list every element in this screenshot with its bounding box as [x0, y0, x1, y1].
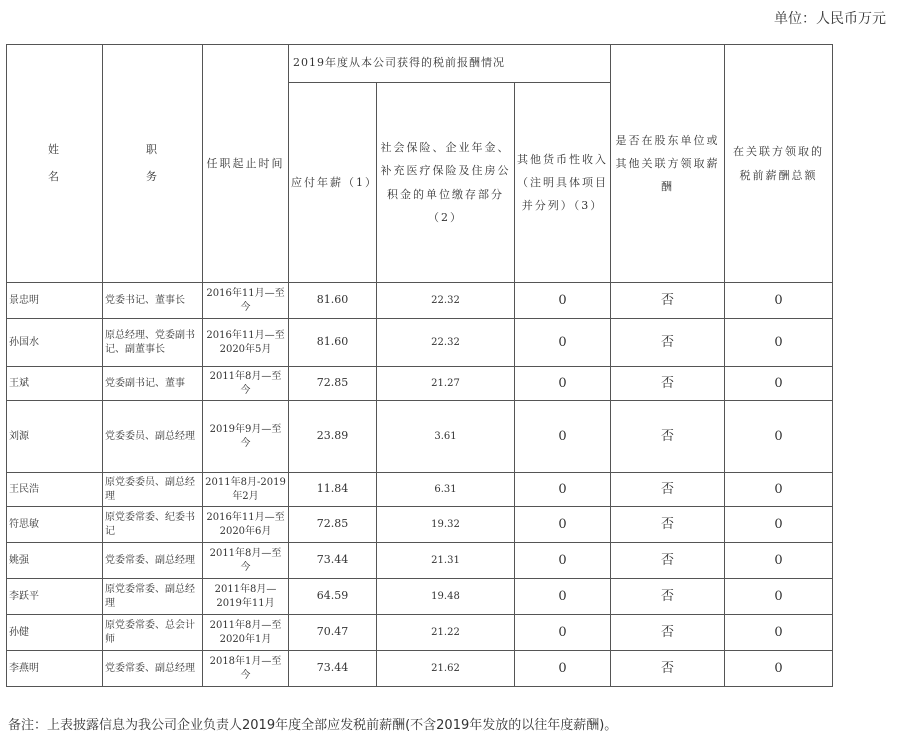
- cell-insurance: 19.48: [377, 579, 515, 615]
- cell-term: 2011年8月-2019年2月: [203, 473, 289, 507]
- cell-insurance: 22.32: [377, 319, 515, 367]
- cell-related: 否: [611, 401, 725, 473]
- cell-other: 0: [515, 283, 611, 319]
- cell-name: 姚强: [7, 543, 103, 579]
- cell-related: 否: [611, 579, 725, 615]
- cell-related: 否: [611, 507, 725, 543]
- cell-related: 否: [611, 319, 725, 367]
- cell-other: 0: [515, 319, 611, 367]
- cell-related-total: 0: [725, 615, 833, 651]
- cell-salary: 72.85: [289, 367, 377, 401]
- cell-position: 原总经理、党委副书记、副董事长: [103, 319, 203, 367]
- cell-name: 王斌: [7, 367, 103, 401]
- cell-term: 2016年11月—至2020年5月: [203, 319, 289, 367]
- cell-salary: 23.89: [289, 401, 377, 473]
- cell-salary: 73.44: [289, 543, 377, 579]
- cell-other: 0: [515, 651, 611, 687]
- cell-salary: 11.84: [289, 473, 377, 507]
- header-row-top: [7, 45, 833, 83]
- cell-position: 党委副书记、董事: [103, 367, 203, 401]
- cell-salary: 70.47: [289, 615, 377, 651]
- cell-salary: 81.60: [289, 283, 377, 319]
- cell-related-total: 0: [725, 319, 833, 367]
- cell-name: 景忠明: [7, 283, 103, 319]
- cell-related: 否: [611, 543, 725, 579]
- cell-insurance: 21.22: [377, 615, 515, 651]
- cell-related-total: 0: [725, 543, 833, 579]
- header-related-total: 在关联方领取的税前薪酬总额: [725, 45, 833, 283]
- table-row: [7, 473, 833, 507]
- table-row: [7, 579, 833, 615]
- table-row: [7, 651, 833, 687]
- header-insurance: 社会保险、企业年金、补充医疗保险及住房公积金的单位缴存部分（2）: [377, 83, 515, 283]
- table-row: [7, 615, 833, 651]
- cell-position: 党委书记、董事长: [103, 283, 203, 319]
- cell-name: 符思敏: [7, 507, 103, 543]
- cell-position: 原党委常委、纪委书记: [103, 507, 203, 543]
- header-other: 其他货币性收入（注明具体项目并分列）（3）: [515, 83, 611, 283]
- cell-position: 原党委常委、副总经理: [103, 579, 203, 615]
- cell-related-total: 0: [725, 507, 833, 543]
- table-row: [7, 543, 833, 579]
- cell-other: 0: [515, 615, 611, 651]
- header-name: 姓名: [7, 45, 103, 283]
- cell-name: 孙国水: [7, 319, 103, 367]
- cell-salary: 81.60: [289, 319, 377, 367]
- cell-related: 否: [611, 367, 725, 401]
- cell-term: 2011年8月—2019年11月: [203, 579, 289, 615]
- cell-name: 孙健: [7, 615, 103, 651]
- cell-name: 李跃平: [7, 579, 103, 615]
- cell-insurance: 21.27: [377, 367, 515, 401]
- table-row: [7, 319, 833, 367]
- cell-insurance: 3.61: [377, 401, 515, 473]
- cell-position: 党委常委、副总经理: [103, 543, 203, 579]
- header-group: 2019年度从本公司获得的税前报酬情况: [289, 45, 611, 83]
- cell-other: 0: [515, 367, 611, 401]
- cell-other: 0: [515, 579, 611, 615]
- cell-related: 否: [611, 651, 725, 687]
- cell-term: 2016年11月—至2020年6月: [203, 507, 289, 543]
- cell-position: 党委委员、副总经理: [103, 401, 203, 473]
- header-term: 任职起止时间: [203, 45, 289, 283]
- cell-salary: 73.44: [289, 651, 377, 687]
- cell-related-total: 0: [725, 473, 833, 507]
- unit-label: 单位：人民币万元: [774, 11, 886, 27]
- cell-position: 原党委委员、副总经理: [103, 473, 203, 507]
- table-row: [7, 401, 833, 473]
- cell-related: 否: [611, 283, 725, 319]
- cell-insurance: 19.32: [377, 507, 515, 543]
- header-related: 是否在股东单位或其他关联方领取薪酬: [611, 45, 725, 283]
- cell-term: 2018年1月—至今: [203, 651, 289, 687]
- cell-other: 0: [515, 507, 611, 543]
- cell-name: 王民浩: [7, 473, 103, 507]
- header-position: 职务: [103, 45, 203, 283]
- cell-position: 原党委常委、总会计师: [103, 615, 203, 651]
- cell-insurance: 21.62: [377, 651, 515, 687]
- cell-term: 2016年11月—至今: [203, 283, 289, 319]
- cell-salary: 72.85: [289, 507, 377, 543]
- cell-term: 2019年9月—至今: [203, 401, 289, 473]
- cell-related-total: 0: [725, 367, 833, 401]
- cell-insurance: 21.31: [377, 543, 515, 579]
- cell-insurance: 6.31: [377, 473, 515, 507]
- cell-related: 否: [611, 615, 725, 651]
- cell-insurance: 22.32: [377, 283, 515, 319]
- footnote: 备注：上表披露信息为我公司企业负责人2019年度全部应发税前薪酬(不含2019年发放的以往年度薪酬)。: [8, 718, 618, 733]
- cell-related-total: 0: [725, 651, 833, 687]
- cell-related-total: 0: [725, 579, 833, 615]
- cell-position: 党委常委、副总经理: [103, 651, 203, 687]
- cell-related-total: 0: [725, 283, 833, 319]
- compensation-table: [6, 44, 833, 687]
- cell-term: 2011年8月—至今: [203, 543, 289, 579]
- cell-other: 0: [515, 401, 611, 473]
- table-row: [7, 367, 833, 401]
- cell-term: 2011年8月—至2020年1月: [203, 615, 289, 651]
- cell-other: 0: [515, 543, 611, 579]
- cell-name: 李燕明: [7, 651, 103, 687]
- table-row: [7, 507, 833, 543]
- cell-other: 0: [515, 473, 611, 507]
- table-row: [7, 283, 833, 319]
- cell-related-total: 0: [725, 401, 833, 473]
- cell-salary: 64.59: [289, 579, 377, 615]
- cell-related: 否: [611, 473, 725, 507]
- cell-name: 刘源: [7, 401, 103, 473]
- header-salary: 应付年薪（1）: [289, 83, 377, 283]
- cell-term: 2011年8月—至今: [203, 367, 289, 401]
